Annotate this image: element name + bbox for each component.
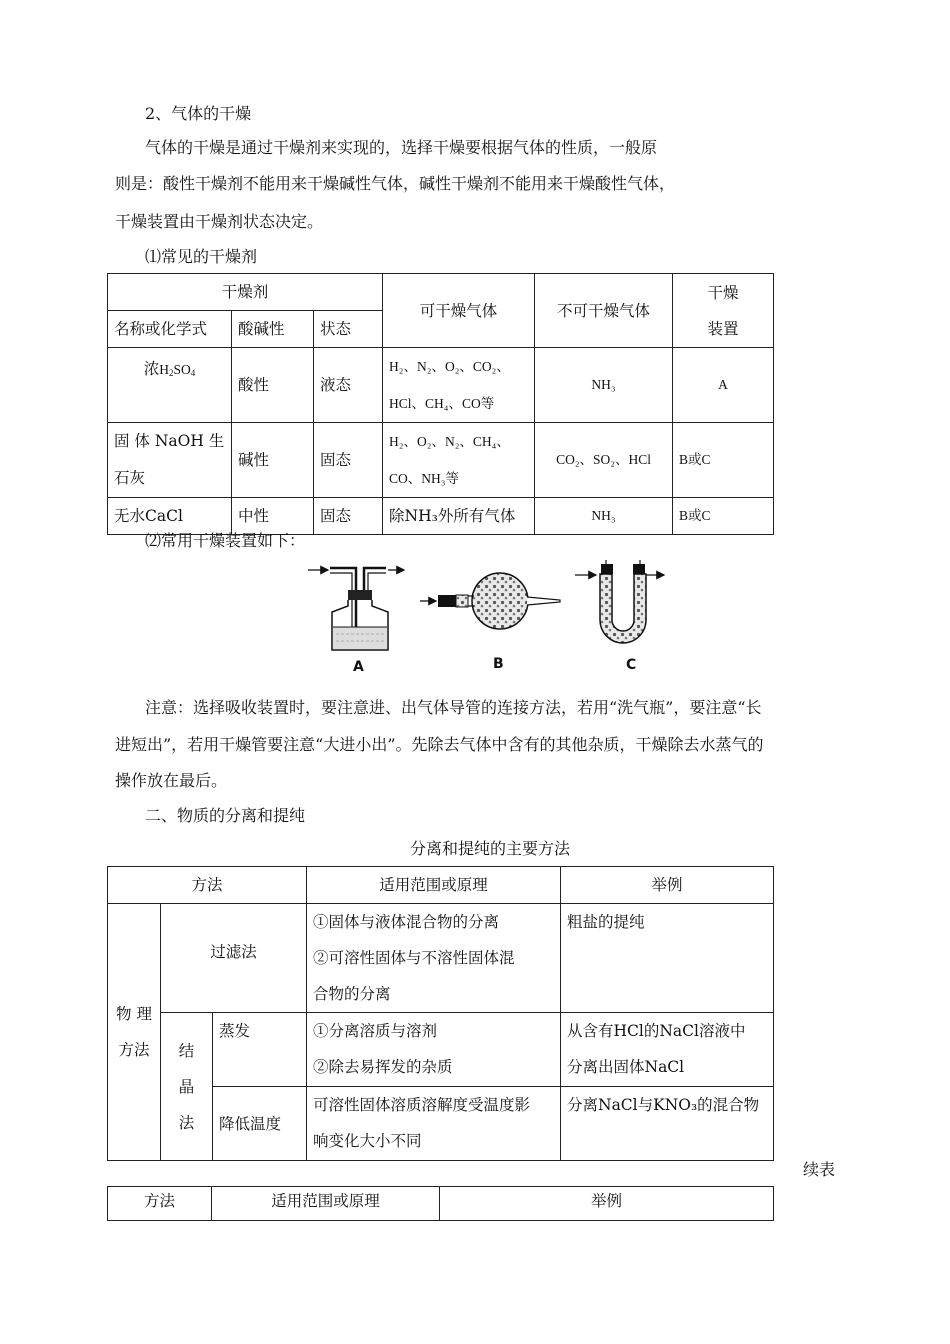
paragraph-line: 则是：酸性干燥剂不能用来干燥碱性气体，碱性干燥剂不能用来干燥酸性气体， <box>115 174 676 193</box>
header-desiccant: 干燥剂 <box>108 274 383 311</box>
cryst-line: 晶 <box>178 1077 195 1096</box>
cell-acidbase: 酸性 <box>232 348 314 423</box>
header-cannot-dry: 不可干燥气体 <box>535 274 673 348</box>
cell-cooling: 降低温度 <box>213 1087 307 1161</box>
header-method: 方法 <box>108 867 307 904</box>
formula <box>159 362 195 377</box>
cell-acidbase: 碱性 <box>232 423 314 498</box>
continued-table <box>107 1186 774 1221</box>
figure-label-b: B <box>493 656 504 672</box>
cell-crystallization <box>161 1013 213 1161</box>
header-device-line: 装置 <box>707 319 739 338</box>
cell-cooling-scope <box>307 1087 561 1161</box>
cell-can-dry <box>383 423 535 498</box>
header-device-line: 干燥 <box>707 283 739 302</box>
figure-label-c: C <box>626 657 637 673</box>
cell-name <box>108 423 232 498</box>
paragraph-line: 干燥装置由干燥剂状态决定。 <box>115 212 324 231</box>
table-row <box>108 1013 774 1087</box>
header-scope: 适用范围或原理 <box>212 1187 440 1221</box>
subheading-desiccants: ⑴常见的干燥剂 <box>145 247 258 266</box>
header-state: 状态 <box>314 311 383 348</box>
cell-device: A <box>673 348 774 423</box>
cell-evaporation-scope <box>307 1013 561 1087</box>
can-dry-line: H₂、O₂、N₂、CH₄、 <box>389 434 510 449</box>
figure-label-a: A <box>353 659 364 675</box>
can-dry-line: H₂、N₂、O₂、CO₂、 <box>389 359 510 374</box>
section-heading-separation: 二、物质的分离和提纯 <box>145 806 306 825</box>
header-can-dry: 可干燥气体 <box>383 274 535 348</box>
cell-device: B或C <box>673 423 774 498</box>
cell-filtration-scope <box>307 904 561 1013</box>
name-prefix: 浓 <box>143 360 160 378</box>
paragraph-line: 气体的干燥是通过干燥剂来实现的，选择干燥要根据气体的性质，一般原 <box>145 138 658 157</box>
example-line: 从含有HCl的NaCl溶液中 <box>567 1022 746 1040</box>
u-tube-c <box>575 560 664 643</box>
subheading-devices: ⑵常用干燥装置如下： <box>145 531 306 550</box>
formula-part: H <box>159 362 169 377</box>
example-line: 分离出固体NaCl <box>567 1058 685 1076</box>
table-row <box>108 904 774 1013</box>
cell-evaporation-example <box>561 1013 774 1087</box>
header-method: 方法 <box>108 1187 212 1221</box>
wash-bottle-a <box>308 568 404 650</box>
section-heading-drying: 2、气体的干燥 <box>145 104 252 123</box>
name-line: 石灰 <box>114 469 146 487</box>
header-device <box>673 274 774 348</box>
cell-state: 固态 <box>314 498 383 535</box>
scope-line: 合物的分离 <box>313 985 391 1003</box>
formula-sub: 2 <box>169 368 174 378</box>
can-dry-line: HCl、CH₄、CO等 <box>389 396 495 411</box>
cell-state: 液态 <box>314 348 383 423</box>
formula-part: SO <box>173 362 191 377</box>
cell-cannot-dry: CO₂、SO₂、HCl <box>535 423 673 498</box>
scope-line: ①分离溶质与溶剂 <box>313 1022 438 1040</box>
table-row <box>108 348 774 423</box>
header-example: 举例 <box>561 867 774 904</box>
table-row <box>108 423 774 498</box>
drying-apparatus-figure <box>300 560 680 675</box>
desiccant-table <box>107 273 774 535</box>
scope-line: ①固体与液体混合物的分离 <box>313 913 500 931</box>
formula-sub: 4 <box>190 368 196 378</box>
continued-label: 续表 <box>803 1160 836 1179</box>
separation-table <box>107 866 774 1161</box>
scope-line: ②可溶性固体与不溶性固体混 <box>313 949 515 967</box>
physical-line: 方法 <box>118 1041 150 1059</box>
cell-can-dry: 除NH₃外所有气体 <box>383 498 535 535</box>
cell-cannot-dry: NH₃ <box>535 348 673 423</box>
header-example: 举例 <box>440 1187 774 1221</box>
cell-evaporation: 蒸发 <box>213 1013 307 1087</box>
header-scope: 适用范围或原理 <box>307 867 561 904</box>
cell-device: B或C <box>673 498 774 535</box>
physical-line: 物 理 <box>116 1005 152 1023</box>
scope-line: ②除去易挥发的杂质 <box>313 1058 453 1076</box>
scope-line: 可溶性固体溶质溶解度受温度影 <box>313 1096 531 1114</box>
header-name: 名称或化学式 <box>108 311 232 348</box>
scope-line: 响变化大小不同 <box>313 1132 422 1150</box>
cryst-line: 结 <box>178 1041 195 1060</box>
cell-name <box>108 348 232 423</box>
name-line: 固 体 NaOH 生 <box>114 432 225 450</box>
cell-cooling-example: 分离NaCl与KNO₃的混合物 <box>561 1087 774 1161</box>
drying-tube-b <box>420 573 560 629</box>
table-title: 分离和提纯的主要方法 <box>410 839 571 858</box>
can-dry-line: CO、NH₃等 <box>389 471 459 486</box>
cell-state: 固态 <box>314 423 383 498</box>
note-line: 注意：选择吸收装置时，要注意进、出气体导管的连接方法，若用“洗气瓶”，要注意“长 <box>145 698 762 717</box>
cell-name: 无水CaCl <box>108 498 232 535</box>
note-line: 操作放在最后。 <box>115 771 228 790</box>
note-line: 进短出”，若用干燥管要注意“大进小出”。先除去气体中含有的其他杂质，干燥除去水蒸气的 <box>115 735 764 754</box>
cell-acidbase: 中性 <box>232 498 314 535</box>
cryst-line: 法 <box>178 1113 195 1132</box>
cell-physical-method <box>108 904 161 1161</box>
cell-can-dry <box>383 348 535 423</box>
header-acidbase: 酸碱性 <box>232 311 314 348</box>
cell-cannot-dry: NH₃ <box>535 498 673 535</box>
cell-filtration-example: 粗盐的提纯 <box>561 904 774 1013</box>
cell-filtration: 过滤法 <box>161 904 307 1013</box>
